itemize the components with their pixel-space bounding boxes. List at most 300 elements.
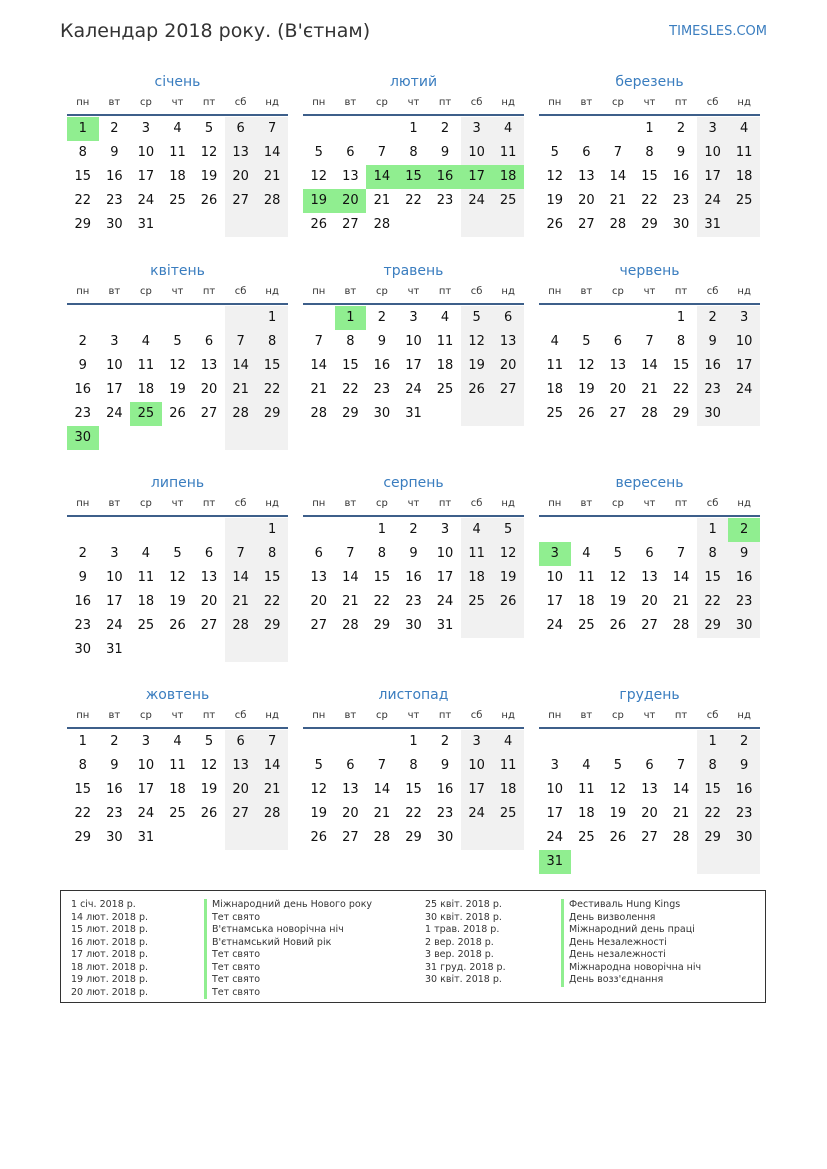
day-cell: 23 — [405, 594, 422, 609]
holiday-legend — [60, 890, 766, 1003]
day-cell: 9 — [440, 145, 450, 160]
day-cell: 14 — [641, 358, 658, 373]
day-cell: 17 — [461, 165, 493, 189]
empty-cell — [665, 730, 697, 754]
day-cell: 1 — [409, 121, 418, 136]
weekday-label: чт — [643, 286, 656, 297]
day-cell: 16 — [672, 169, 690, 184]
empty-cell — [634, 730, 666, 754]
day-cell: 5 — [173, 334, 182, 349]
day-cell: 26 — [200, 193, 218, 208]
day-cell: 7 — [225, 542, 257, 566]
legend-holiday-name: Тет свято — [204, 949, 372, 962]
empty-cell — [602, 306, 634, 330]
day-cell: 10 — [728, 330, 760, 354]
empty-cell — [256, 826, 288, 850]
day-cell: 10 — [137, 758, 155, 773]
day-cell: 24 — [546, 830, 564, 845]
day-cell: 21 — [641, 382, 658, 397]
day-cell: 22 — [74, 806, 92, 821]
weekday-header — [303, 705, 524, 729]
empty-cell — [665, 518, 697, 542]
day-cell: 10 — [436, 546, 454, 561]
day-cell: 3 — [409, 310, 418, 325]
day-cell: 12 — [200, 758, 218, 773]
day-cell: 4 — [141, 546, 151, 561]
weekday-label: пн — [76, 710, 90, 721]
day-cell: 16 — [728, 778, 760, 802]
day-cell: 18 — [728, 165, 760, 189]
weekday-label: ср — [611, 286, 624, 297]
day-cell: 5 — [613, 546, 623, 561]
day-cell: 23 — [436, 806, 454, 821]
weekday-label: пт — [438, 498, 452, 509]
day-cell: 9 — [78, 358, 87, 373]
empty-cell — [461, 213, 493, 237]
month-block — [67, 473, 288, 662]
day-cell: 9 — [676, 145, 686, 160]
day-cell: 16 — [106, 169, 123, 184]
day-cell: 12 — [609, 782, 627, 797]
day-cell: 4 — [582, 546, 591, 561]
weekday-label: вт — [580, 710, 593, 721]
day-cell: 27 — [578, 217, 595, 232]
day-cell: 17 — [137, 782, 155, 797]
day-cell: 27 — [225, 802, 257, 826]
day-cell: 18 — [492, 165, 524, 189]
day-cell: 27 — [225, 189, 257, 213]
legend-holiday-name: День Незалежності — [561, 937, 701, 950]
weekday-label: вт — [108, 498, 121, 509]
month-block — [539, 261, 760, 426]
day-cell: 24 — [461, 189, 493, 213]
day-cell: 4 — [550, 334, 559, 349]
empty-cell — [335, 518, 367, 542]
day-cell: 12 — [169, 570, 186, 585]
day-cell: 13 — [200, 358, 218, 373]
weekday-label: ср — [611, 710, 624, 721]
empty-cell — [193, 306, 225, 330]
day-cell: 12 — [169, 358, 186, 373]
legend-holiday-name: Міжнародна новорічна ніч — [561, 962, 701, 975]
day-cell: 26 — [609, 830, 627, 845]
day-cell: 9 — [409, 546, 418, 561]
empty-cell — [539, 117, 571, 141]
day-cell: 9 — [78, 570, 87, 585]
day-cell: 17 — [405, 358, 422, 373]
day-cell: 2 — [377, 310, 387, 325]
weekday-label: вт — [344, 97, 357, 108]
weekday-label: сб — [234, 286, 247, 297]
day-cell: 18 — [436, 358, 454, 373]
empty-cell — [571, 117, 603, 141]
day-cell: 23 — [728, 802, 760, 826]
day-cell: 11 — [436, 334, 454, 349]
day-cell: 28 — [225, 402, 257, 426]
legend-date: 16 лют. 2018 р. — [71, 936, 148, 948]
day-cell: 26 — [169, 406, 186, 421]
weekday-label: ср — [139, 97, 152, 108]
empty-cell — [193, 638, 225, 662]
day-cell: 20 — [641, 806, 658, 821]
day-cell: 21 — [672, 806, 690, 821]
legend-date: 14 лют. 2018 р. — [71, 911, 148, 923]
day-cell: 4 — [173, 734, 182, 749]
legend-dates-left — [71, 899, 148, 999]
day-cell: 27 — [310, 618, 328, 633]
day-cell: 15 — [256, 566, 288, 590]
day-cell: 5 — [204, 734, 214, 749]
day-cell: 15 — [342, 358, 359, 373]
day-cell: 30 — [436, 830, 454, 845]
day-cell: 12 — [492, 542, 524, 566]
day-cell: 20 — [342, 806, 359, 821]
day-cell: 22 — [697, 802, 729, 826]
day-cell: 24 — [137, 806, 155, 821]
weekday-header — [303, 493, 524, 517]
day-cell: 15 — [405, 782, 422, 797]
day-cell: 1 — [78, 734, 87, 749]
day-cell: 7 — [676, 546, 686, 561]
weekday-header — [303, 281, 524, 305]
day-cell: 13 — [641, 570, 658, 585]
legend-dates-right — [425, 899, 506, 987]
day-cell: 3 — [110, 546, 119, 561]
day-cell: 18 — [578, 594, 595, 609]
day-cell: 22 — [256, 378, 288, 402]
month-name: грудень — [619, 687, 680, 703]
empty-cell — [539, 306, 571, 330]
day-cell: 29 — [672, 406, 690, 421]
day-cell: 2 — [110, 121, 119, 136]
month-name: листопад — [378, 687, 449, 703]
day-cell: 17 — [137, 169, 155, 184]
day-cell: 4 — [440, 310, 450, 325]
day-cell: 22 — [405, 193, 422, 208]
month-name: березень — [615, 74, 684, 90]
weekday-label: ср — [139, 710, 152, 721]
day-cell: 5 — [461, 306, 493, 330]
legend-date: 18 лют. 2018 р. — [71, 961, 148, 973]
day-cell: 27 — [641, 830, 658, 845]
day-cell: 8 — [256, 330, 288, 354]
empty-cell — [162, 426, 194, 450]
weekday-label: пн — [548, 286, 562, 297]
weekday-label: пн — [76, 498, 90, 509]
day-cell: 31 — [539, 850, 571, 874]
day-cell: 18 — [169, 782, 186, 797]
day-cell: 16 — [74, 382, 92, 397]
day-grid — [67, 730, 288, 850]
day-cell: 25 — [492, 189, 524, 213]
day-cell: 17 — [106, 594, 123, 609]
day-cell: 14 — [672, 782, 690, 797]
empty-cell — [193, 518, 225, 542]
day-cell: 13 — [342, 169, 359, 184]
day-grid — [67, 117, 288, 237]
day-cell: 9 — [110, 145, 119, 160]
day-cell: 10 — [461, 754, 493, 778]
weekday-label: пт — [202, 97, 216, 108]
page-title: Календар 2018 року. (В'єтнам) — [60, 20, 371, 42]
month-name: липень — [150, 475, 205, 491]
day-cell: 6 — [346, 145, 355, 160]
day-cell: 16 — [373, 358, 391, 373]
empty-cell — [602, 518, 634, 542]
empty-cell — [130, 638, 162, 662]
legend-date: 20 лют. 2018 р. — [71, 986, 148, 998]
weekday-label: нд — [737, 498, 751, 509]
day-cell: 20 — [225, 165, 257, 189]
empty-cell — [429, 213, 461, 237]
empty-cell — [256, 638, 288, 662]
day-cell: 2 — [728, 518, 760, 542]
empty-cell — [67, 518, 99, 542]
day-cell: 15 — [256, 354, 288, 378]
day-cell: 23 — [672, 193, 690, 208]
weekday-label: сб — [706, 498, 719, 509]
empty-cell — [492, 213, 524, 237]
weekday-label: нд — [501, 97, 515, 108]
day-cell: 27 — [342, 217, 359, 232]
weekday-label: чт — [171, 286, 184, 297]
day-cell: 8 — [676, 334, 686, 349]
day-cell: 1 — [256, 306, 288, 330]
empty-cell — [303, 730, 335, 754]
day-cell: 2 — [697, 306, 729, 330]
weekday-label: вт — [580, 97, 593, 108]
empty-cell — [728, 213, 760, 237]
legend-holiday-name: Міжнародний день Нового року — [204, 899, 372, 912]
weekday-label: пн — [312, 97, 326, 108]
weekday-label: нд — [265, 97, 279, 108]
day-cell: 31 — [137, 217, 155, 232]
day-cell: 23 — [373, 382, 391, 397]
day-cell: 12 — [609, 570, 627, 585]
weekday-label: ср — [611, 97, 624, 108]
legend-date: 17 лют. 2018 р. — [71, 949, 148, 960]
day-cell: 7 — [645, 334, 654, 349]
day-cell: 20 — [578, 193, 595, 208]
day-cell: 8 — [377, 546, 387, 561]
day-cell: 7 — [346, 546, 355, 561]
day-cell: 6 — [613, 334, 623, 349]
day-cell: 1 — [256, 518, 288, 542]
month-name: червень — [619, 263, 680, 279]
empty-cell — [162, 518, 194, 542]
day-grid — [539, 518, 760, 638]
empty-cell — [193, 213, 225, 237]
day-cell: 11 — [578, 570, 595, 585]
day-cell: 30 — [672, 217, 690, 232]
day-cell: 13 — [225, 754, 257, 778]
day-cell: 10 — [137, 145, 155, 160]
day-cell: 14 — [373, 782, 391, 797]
legend-date: 3 вер. 2018 р. — [425, 949, 494, 960]
empty-cell — [697, 850, 729, 874]
day-cell: 10 — [546, 782, 564, 797]
site-link[interactable]: TIMESLES.COM — [669, 24, 767, 39]
legend-holiday-name: Фестиваль Hung Kings — [561, 899, 701, 912]
day-cell: 26 — [609, 618, 627, 633]
day-cell: 22 — [373, 594, 391, 609]
day-cell: 28 — [256, 802, 288, 826]
empty-cell — [130, 426, 162, 450]
day-cell: 10 — [697, 141, 729, 165]
weekday-label: вт — [580, 286, 593, 297]
weekday-label: нд — [265, 498, 279, 509]
day-cell: 11 — [137, 570, 155, 585]
empty-cell — [225, 826, 257, 850]
day-cell: 9 — [110, 758, 119, 773]
day-cell: 21 — [310, 382, 328, 397]
day-cell: 23 — [697, 378, 729, 402]
day-cell: 4 — [461, 518, 493, 542]
day-cell: 27 — [200, 406, 218, 421]
day-cell: 28 — [342, 618, 359, 633]
day-cell: 26 — [169, 618, 186, 633]
weekday-label: нд — [737, 97, 751, 108]
day-cell: 6 — [314, 546, 323, 561]
weekday-label: чт — [407, 286, 420, 297]
day-cell: 21 — [672, 594, 690, 609]
empty-cell — [665, 850, 697, 874]
day-cell: 5 — [204, 121, 214, 136]
day-cell: 2 — [110, 734, 119, 749]
day-cell: 31 — [137, 830, 155, 845]
day-cell: 25 — [728, 189, 760, 213]
empty-cell — [225, 213, 257, 237]
weekday-header — [539, 493, 760, 517]
day-cell: 8 — [78, 758, 87, 773]
day-cell: 25 — [461, 590, 493, 614]
legend-date: 2 вер. 2018 р. — [425, 936, 494, 948]
day-cell: 24 — [436, 594, 454, 609]
empty-cell — [429, 402, 461, 426]
empty-cell — [539, 730, 571, 754]
day-cell: 31 — [106, 642, 123, 657]
day-cell: 11 — [169, 145, 186, 160]
weekday-label: нд — [501, 498, 515, 509]
day-cell: 17 — [728, 354, 760, 378]
day-cell: 23 — [74, 618, 92, 633]
day-cell: 26 — [310, 217, 328, 232]
day-cell: 19 — [492, 566, 524, 590]
day-cell: 11 — [492, 754, 524, 778]
day-cell: 30 — [106, 217, 123, 232]
legend-holiday-name: В'єтнамський Новий рік — [204, 937, 372, 950]
day-cell: 13 — [342, 782, 359, 797]
day-cell: 22 — [256, 590, 288, 614]
empty-cell — [130, 518, 162, 542]
day-cell: 27 — [342, 830, 359, 845]
day-cell: 4 — [492, 117, 524, 141]
day-cell: 20 — [225, 778, 257, 802]
day-cell: 26 — [546, 217, 564, 232]
weekday-label: пн — [312, 498, 326, 509]
day-cell: 23 — [436, 193, 454, 208]
weekday-label: чт — [171, 498, 184, 509]
day-cell: 12 — [578, 358, 595, 373]
weekday-label: пт — [674, 286, 688, 297]
day-cell: 5 — [613, 758, 623, 773]
day-cell: 26 — [200, 806, 218, 821]
weekday-label: сб — [234, 710, 247, 721]
day-cell: 22 — [342, 382, 359, 397]
day-cell: 20 — [335, 189, 367, 213]
weekday-label: ср — [375, 498, 388, 509]
empty-cell — [225, 426, 257, 450]
day-cell: 16 — [405, 570, 422, 585]
weekday-label: сб — [706, 710, 719, 721]
day-cell: 19 — [169, 594, 186, 609]
empty-cell — [225, 306, 257, 330]
day-cell: 2 — [78, 334, 87, 349]
day-cell: 14 — [225, 354, 257, 378]
weekday-header — [67, 493, 288, 517]
day-grid — [303, 117, 524, 237]
day-cell: 27 — [492, 378, 524, 402]
empty-cell — [162, 638, 194, 662]
day-cell: 19 — [578, 382, 595, 397]
day-cell: 14 — [366, 165, 398, 189]
day-cell: 21 — [609, 193, 627, 208]
empty-cell — [571, 730, 603, 754]
empty-cell — [492, 826, 524, 850]
day-cell: 23 — [106, 193, 123, 208]
day-cell: 6 — [204, 546, 214, 561]
empty-cell — [162, 306, 194, 330]
day-cell: 3 — [141, 121, 151, 136]
day-cell: 25 — [169, 193, 186, 208]
day-cell: 4 — [141, 334, 151, 349]
empty-cell — [193, 826, 225, 850]
weekday-label: пт — [438, 286, 452, 297]
day-cell: 15 — [373, 570, 391, 585]
day-cell: 8 — [409, 145, 418, 160]
empty-cell — [162, 826, 194, 850]
day-cell: 28 — [373, 830, 391, 845]
weekday-label: вт — [344, 498, 357, 509]
empty-cell — [335, 730, 367, 754]
weekday-label: чт — [407, 97, 420, 108]
day-cell: 29 — [256, 614, 288, 638]
day-cell: 6 — [645, 758, 654, 773]
day-cell: 16 — [429, 165, 461, 189]
empty-cell — [492, 614, 524, 638]
weekday-label: сб — [234, 498, 247, 509]
empty-cell — [571, 850, 603, 874]
day-cell: 17 — [436, 570, 454, 585]
day-cell: 26 — [310, 830, 328, 845]
day-cell: 29 — [74, 217, 92, 232]
empty-cell — [225, 638, 257, 662]
weekday-label: чт — [407, 498, 420, 509]
day-cell: 24 — [106, 406, 123, 421]
day-cell: 13 — [200, 570, 218, 585]
day-cell: 14 — [225, 566, 257, 590]
weekday-label: вт — [580, 498, 593, 509]
day-cell: 3 — [728, 306, 760, 330]
day-cell: 14 — [342, 570, 359, 585]
day-cell: 26 — [492, 590, 524, 614]
day-cell: 28 — [641, 406, 658, 421]
day-cell: 16 — [436, 782, 454, 797]
day-grid — [539, 730, 760, 874]
day-cell: 24 — [405, 382, 422, 397]
empty-cell — [67, 306, 99, 330]
day-cell: 6 — [346, 758, 355, 773]
